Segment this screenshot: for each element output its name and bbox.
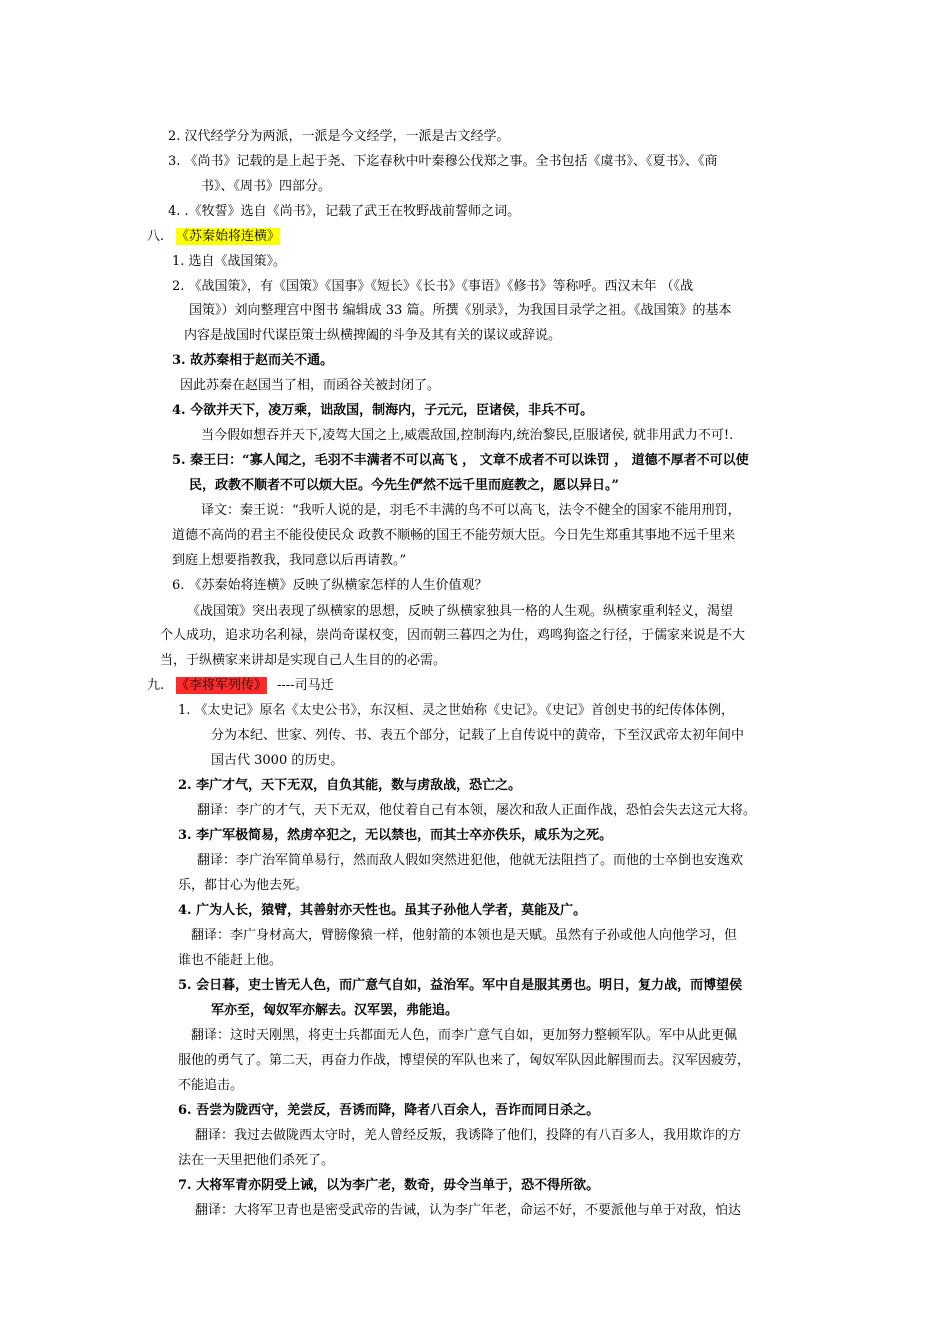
section-title: 《李将军列传》 — [176, 678, 268, 693]
text-line: 道德不高尚的君主不能役使民众 政教不顺畅的国王不能劳烦大臣。今日先生郑重其事地不远千里来 — [172, 528, 736, 543]
text-line: 翻译：这时天刚黑，将吏士兵都面无人色，而李广意气自如，更加努力整顿军队。军中从此更佩 — [191, 1028, 738, 1043]
text-line: 《战国策》突出表现了纵横家的思想，反映了纵横家独具一格的人生观。纵横家重利轻义，渴望 — [187, 604, 734, 619]
text-line: 军亦至，匈奴军亦解去。汉军罢，弗能追。 — [211, 1003, 459, 1018]
text-line: 2. 李广才气，天下无双，自负其能，数与虏敌战，恐亡之。 — [178, 778, 522, 793]
text-line: 译文：秦王说：“我听人说的是，羽毛不丰满的鸟不可以高飞，法令不健全的国家不能用刑罚， — [201, 503, 741, 518]
text-line: 3. 《尚书》记载的是上起于尧、下迄春秋中叶秦穆公伐郑之事。全书包括《虞书》、《夏书》、《商 — [168, 154, 718, 169]
text-line: 5. 秦王曰：“寡人闻之，毛羽不丰满者不可以高飞 ， 文章不成者不可以诛罚 ， 道德不厚者不可以使 — [172, 453, 749, 468]
text-line: 到庭上想要指教我，我同意以后再请教。” — [172, 553, 407, 568]
text-line: 乐，都甘心为他去死。 — [178, 878, 309, 893]
text-line: 当，于纵横家来讲却是实现自己人生目的的必需。 — [160, 653, 447, 668]
text-line: 4. .《牧誓》选自《尚书》，记载了武王在牧野战前誓师之词。 — [168, 204, 521, 219]
text-line: 6. 吾尝为陇西守，羌尝反，吾诱而降，降者八百余人，吾诈而同日杀之。 — [178, 1103, 600, 1118]
text-line: 3. 故苏秦相于赵而关不通。 — [172, 353, 334, 368]
text-line: 4. 今欲并天下，凌万乘，诎敌国，制海内，子元元，臣诸侯，非兵不可。 — [172, 403, 594, 418]
text-line: 翻译：李广身材高大，臂膀像猿一样，他射箭的本领也是天赋。虽然有子孙或他人向他学习，但 — [191, 928, 738, 943]
text-line: 法在一天里把他们杀死了。 — [178, 1153, 335, 1168]
text-line: 7. 大将军青亦阴受上诫，以为李广老，数奇，毋令当单于，恐不得所欲。 — [178, 1178, 600, 1193]
text-line: 不能追击。 — [178, 1078, 244, 1093]
section-number: 九. — [147, 678, 165, 693]
text-line: 服他的勇气了。第二天，再奋力作战，博望侯的军队也来了，匈奴军队因此解围而去。汉军因疲劳， — [178, 1053, 751, 1068]
text-line: 6. 《苏秦始将连横》反映了纵横家怎样的人生价值观？ — [172, 578, 488, 593]
text-line: 民，政教不顺者不可以烦大臣。今先生俨然不远千里而庭教之，愿以异日。” — [189, 478, 619, 493]
section-title: 《苏秦始将连横》 — [176, 229, 281, 244]
text-line: 国古代 3000 的历史。 — [211, 753, 344, 768]
text-line: 谁也不能赶上他。 — [178, 953, 283, 968]
text-line: 当今假如想吞并天下,凌驾大国之上,威震敌国,控制海内,统治黎民,臣服诸侯, 就非用武力不可!. — [201, 428, 734, 443]
text-line: 翻译：大将军卫青也是密受武帝的告诫，认为李广年老，命运不好，不要派他与单于对敌，怕达 — [195, 1203, 742, 1218]
text-line: 1. 《太史记》原名《太史公书》，东汉桓、灵之世始称《史记》。《史记》首创史书的纪传体体例， — [178, 703, 735, 718]
text-line: 5. 会日暮，吏士皆无人色，而广意气自如，益治军。军中自是服其勇也。明日，复力战，而博望侯 — [178, 978, 743, 993]
text-line: 4. 广为人长，猿臂，其善射亦天性也。虽其子孙他人学者，莫能及广。 — [178, 903, 587, 918]
text-line: 1. 选自《战国策》。 — [172, 254, 287, 269]
text-line: 个人成功，追求功名利禄，崇尚奇谋权变，因而朝三暮四之为仕，鸡鸣狗盗之行径，于儒家来说是不大 — [160, 628, 746, 643]
text-line: 3. 李广军极简易，然虏卒犯之，无以禁也，而其士卒亦佚乐，咸乐为之死。 — [178, 828, 613, 843]
text-line: 翻译：我过去做陇西太守时，羌人曾经反叛，我诱降了他们，投降的有八百多人，我用欺诈的方 — [195, 1128, 742, 1143]
text-line: 内容是战国时代谋臣策士纵横捭阖的斗争及其有关的谋议或辞说。 — [184, 328, 562, 343]
section-author: ----司马迁 — [277, 678, 334, 693]
text-line: 分为本纪、世家、列传、书、表五个部分，记载了上自传说中的黄帝，下至汉武帝太初年间中 — [211, 728, 745, 743]
text-line: 国策》）刘向整理宫中图书 编辑成 33 篇。所撰《别录》，为我国目录学之祖。《战国策》的基本 — [189, 303, 732, 318]
text-line: 书》、《周书》四部分。 — [201, 179, 332, 194]
section-number: 八. — [147, 229, 165, 244]
text-line: 因此苏秦在赵国当了相，而函谷关被封闭了。 — [180, 378, 441, 393]
text-line: 翻译：李广治军简单易行，然而敌人假如突然进犯他，他就无法阻挡了。而他的士卒倒也安逸欢 — [197, 853, 744, 868]
text-line: 2. 汉代经学分为两派，一派是今文经学，一派是古文经学。 — [168, 129, 510, 144]
text-line: 2. 《战国策》，有《国策》《国事》《短长》《长书》《事语》《修书》等称呼。西汉末年 （《战 — [172, 279, 694, 294]
text-line: 翻译：李广的才气，天下无双，他仗着自己有本领，屡次和敌人正面作战，恐怕会失去这元大将。 — [197, 803, 757, 818]
